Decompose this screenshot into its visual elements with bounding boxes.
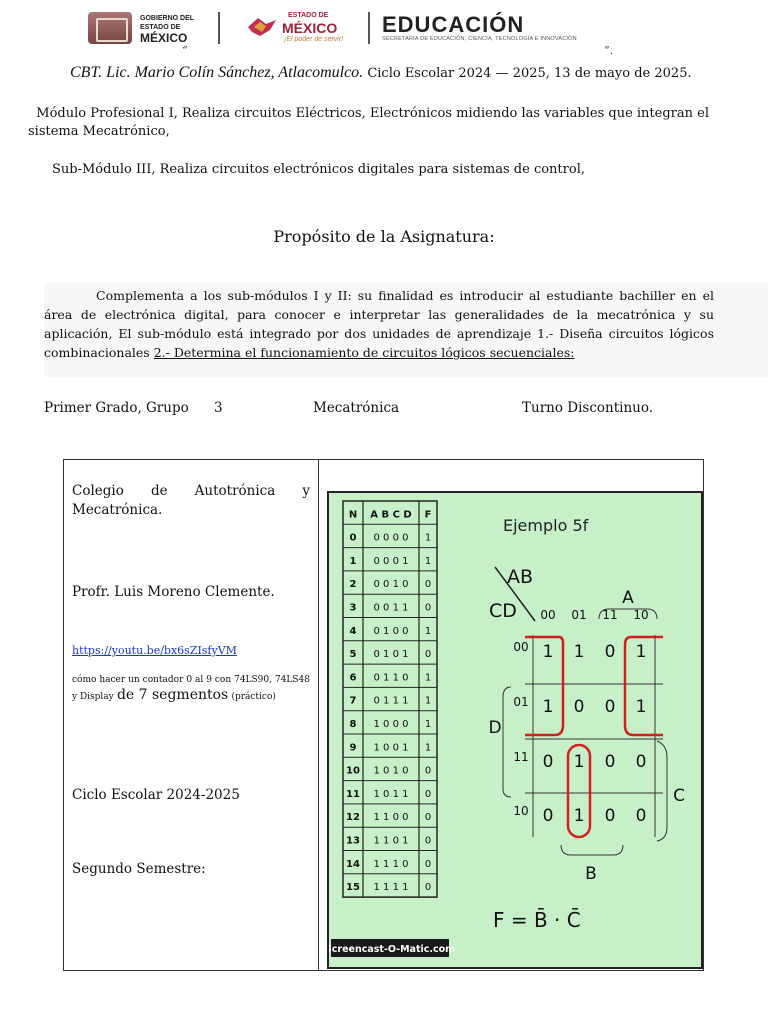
truth-table-cell: 8 xyxy=(349,719,357,731)
info-table xyxy=(63,459,704,971)
kmap-cell-value: 1 xyxy=(573,752,585,772)
kmap-cell-value: 1 xyxy=(542,697,554,717)
quote-close: ”. xyxy=(604,44,614,57)
educacion-logo: EDUCACIÓN xyxy=(382,12,525,37)
truth-table-cell: 0 0 0 1 xyxy=(373,555,409,567)
module-text: Módulo Profesional I, Realiza circuitos Eléctricos, Electrónicos midiendo las variables que integran el sistema Mecatrónico, xyxy=(28,106,709,139)
truth-table-cell: 10 xyxy=(346,765,360,777)
kmap-cell-value: 0 xyxy=(635,806,647,826)
truth-table-cell: 0 xyxy=(349,532,357,544)
college-name: Colegio de Autotrónica y Mecatrónica. xyxy=(72,483,310,518)
truth-table-cell: 0 xyxy=(424,835,432,847)
truth-table-cell: 14 xyxy=(346,858,360,870)
divider xyxy=(218,12,220,44)
truth-table-cell: 1 1 1 1 xyxy=(373,882,409,894)
edomex-emblem-icon xyxy=(244,16,278,38)
kmap-label-c: C xyxy=(673,786,685,806)
kmap-bracket-c xyxy=(657,741,667,841)
truth-table-cell: 0 1 1 1 xyxy=(373,695,409,707)
kmap-row-code: 10 xyxy=(513,804,529,818)
truth-table-cell: 1 0 0 1 xyxy=(373,742,409,754)
kmap-cell-value: 1 xyxy=(573,806,585,826)
truth-table-cell: 1 xyxy=(424,672,432,684)
truth-table-cell: 1 xyxy=(424,742,432,754)
kmap-formula: F = B̄ · C̄ xyxy=(493,908,581,932)
truth-table-header: N xyxy=(348,509,358,521)
truth-table-cell: 1 xyxy=(424,695,432,707)
educacion-subtitle: SECRETARÍA DE EDUCACIÓN, CIENCIA, TECNOLOGÍA E INNOVACIÓN xyxy=(382,36,577,42)
truth-table-cell: 0 xyxy=(424,788,432,800)
truth-table-cell: 0 0 1 0 xyxy=(373,579,409,591)
gobierno-logo-text: GOBIERNO DEL ESTADO DE MÉXICO xyxy=(140,15,195,45)
table-divider xyxy=(318,460,319,970)
semester-cell: Segundo Semestre: xyxy=(72,861,206,877)
kmap-label-b: B xyxy=(585,864,597,884)
school-name: CBT. Lic. Mario Colín Sánchez, Atlacomulco. xyxy=(70,64,364,81)
school-cycle-cell: Ciclo Escolar 2024-2025 xyxy=(72,787,240,803)
kmap-cell-value: 0 xyxy=(573,697,585,717)
truth-table-cell: 0 0 1 1 xyxy=(373,602,409,614)
purpose-paragraph: Complementa a los sub-módulos I y II: su finalidad es introducir al estudiante bachiller en el área de electrónica digital, para conocer e interpretar las generalidades de la mecatrónica y su aplicación, El sub-módulo está integrado por dos unidades de aprendizaje 1.- Diseña circuitos lógicos combinacionales 2.- Determina el funcionamiento de circuitos lógicos secuenciales: xyxy=(44,288,714,360)
truth-table-cell: 0 xyxy=(424,579,432,591)
kmap-cell-value: 1 xyxy=(635,642,647,662)
truth-table-cell: 4 xyxy=(349,625,357,637)
kmap-cell-value: 0 xyxy=(604,697,616,717)
submodule-text: Sub-Módulo III, Realiza circuitos electrónicos digitales para sistemas de control, xyxy=(52,162,585,177)
truth-table-cell: 1 xyxy=(349,555,357,567)
teacher-name: Profr. Luis Moreno Clemente. xyxy=(72,584,275,600)
shift: Turno Discontinuo. xyxy=(522,400,654,416)
video-description: cómo hacer un contador 0 al 9 con 74LS90, 74LS48 y Display de 7 segmentos (práctico) xyxy=(72,675,310,703)
kmap-row-code: 00 xyxy=(513,640,529,654)
truth-table-cell: 1 xyxy=(424,532,432,544)
truth-table-cell: 0 xyxy=(424,765,432,777)
youtube-link[interactable]: https://youtu.be/bx6sZIsfyVM xyxy=(72,644,237,657)
header-logos xyxy=(88,10,688,46)
truth-table-header: A B C D xyxy=(370,509,412,521)
kmap-bracket-d xyxy=(503,687,511,797)
truth-table-cell: 0 1 1 0 xyxy=(373,672,409,684)
kmap-cell-value: 0 xyxy=(604,642,616,662)
kmap-title: Ejemplo 5f xyxy=(503,516,589,535)
school-line xyxy=(70,64,710,82)
kmap-figure xyxy=(329,493,701,967)
truth-table-cell: 1 xyxy=(424,625,432,637)
kmap-label-cd: CD xyxy=(489,600,517,622)
kmap-row-code: 01 xyxy=(513,695,529,709)
truth-table-cell: 1 0 0 0 xyxy=(373,719,409,731)
purpose-title: Propósito de la Asignatura: xyxy=(273,227,495,246)
career: Mecatrónica xyxy=(313,400,400,416)
kmap-label-d: D xyxy=(488,718,502,738)
group-value: 3 xyxy=(214,400,223,416)
kmap-cell-value: 0 xyxy=(542,752,554,772)
truth-table-cell: 0 xyxy=(424,882,432,894)
truth-table-cell: 1 1 1 0 xyxy=(373,858,409,870)
kmap-cell-value: 0 xyxy=(542,806,554,826)
kmap-col-code: 10 xyxy=(633,608,649,622)
kmap-row-code: 11 xyxy=(513,750,529,764)
kmap-cell-value: 1 xyxy=(635,697,647,717)
quote-open: “ xyxy=(182,44,188,57)
truth-table-cell: 0 xyxy=(424,858,432,870)
kmap-bracket-b xyxy=(561,845,623,855)
state-seal-logo xyxy=(88,12,132,44)
divider xyxy=(368,12,370,44)
purpose-underlined: 2.- Determina el funcionamiento de circuitos lógicos secuenciales: xyxy=(153,345,575,360)
kmap-cell-value: 0 xyxy=(604,752,616,772)
truth-table-cell: 1 xyxy=(424,719,432,731)
kmap-cell-value: 0 xyxy=(635,752,647,772)
kmap-col-code: 00 xyxy=(540,608,556,622)
kmap-image xyxy=(327,491,703,969)
truth-table-cell: 7 xyxy=(349,695,357,707)
truth-table-cell: 1 0 1 0 xyxy=(373,765,409,777)
truth-table-cell: 0 1 0 0 xyxy=(373,625,409,637)
kmap-cell-value: 1 xyxy=(573,642,585,662)
truth-table-cell: 12 xyxy=(346,812,360,824)
truth-table-cell: 0 1 0 1 xyxy=(373,649,409,661)
grade-label: Primer Grado, Grupo xyxy=(44,400,189,416)
truth-table-cell: 2 xyxy=(349,579,357,591)
truth-table-cell: 13 xyxy=(346,835,360,847)
kmap-col-code: 01 xyxy=(571,608,587,622)
kmap-cell-value: 0 xyxy=(604,806,616,826)
truth-table-cell: 0 xyxy=(424,649,432,661)
kmap-col-code: 11 xyxy=(602,608,618,622)
kmap-label-a: A xyxy=(622,588,634,608)
truth-table-cell: 1 1 0 0 xyxy=(373,812,409,824)
truth-table-cell: 0 0 0 0 xyxy=(373,532,409,544)
truth-table-cell: 9 xyxy=(349,742,357,754)
truth-table-cell: 1 xyxy=(424,555,432,567)
school-cycle: Ciclo Escolar 2024 — 2025, 13 de mayo de 2025. xyxy=(367,66,692,81)
truth-table-cell: 1 0 1 1 xyxy=(373,788,409,800)
truth-table-header: F xyxy=(424,509,432,521)
truth-table-cell: 6 xyxy=(349,672,357,684)
truth-table-cell: 0 xyxy=(424,602,432,614)
truth-table-cell: 5 xyxy=(349,649,357,661)
kmap-label-ab: AB xyxy=(507,566,534,588)
truth-table-cell: 11 xyxy=(346,788,360,800)
truth-table-cell: 3 xyxy=(349,602,357,614)
edomex-logo: ESTADO DE MÉXICO ¡El poder de servir! xyxy=(238,12,348,44)
truth-table-cell: 1 1 0 1 xyxy=(373,835,409,847)
kmap-cell-value: 1 xyxy=(542,642,554,662)
truth-table-cell: 0 xyxy=(424,812,432,824)
truth-table-cell: 15 xyxy=(346,882,360,894)
watermark-text: Screencast-O-Matic.com xyxy=(329,944,456,955)
